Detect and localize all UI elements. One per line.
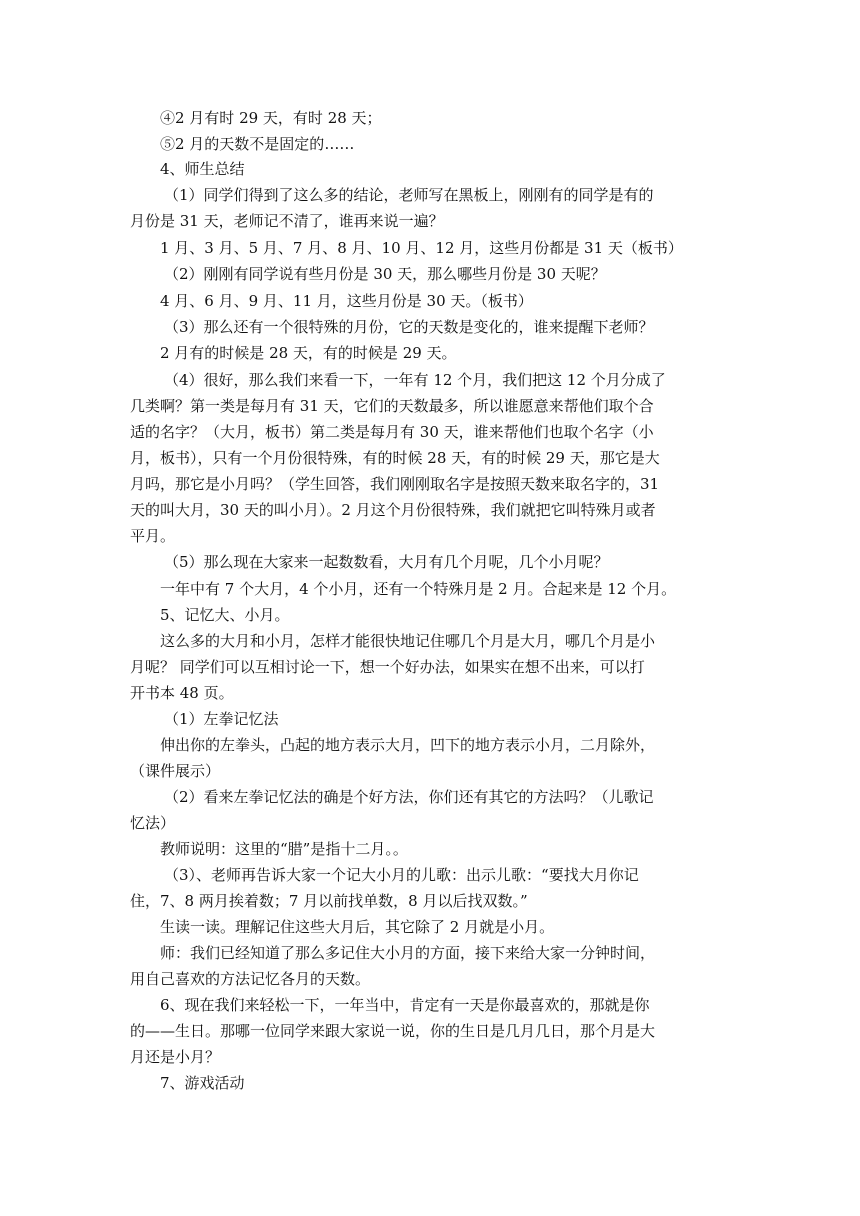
text-line: 天的叫大月，30 天的叫小月）。2 月这个月份很特殊，我们就把它叫特殊月或者 bbox=[130, 501, 656, 519]
text-line: （5）那么现在大家来一起数数看，大月有几个月呢，几个小月呢？ bbox=[164, 553, 609, 571]
text-line: 这么多的大月和小月，怎样才能很快地记住哪几个月是大月，哪几个月是小 bbox=[160, 632, 656, 650]
text-line: 几类啊？第一类是每月有 31 天，它们的天数最多，所以谁愿意来帮他们取个合 bbox=[130, 397, 654, 415]
text-line: （1）左拳记忆法 bbox=[164, 710, 279, 728]
text-line: 1 月、3 月、5 月、7 月、8 月、10 月、12 月，这些月份都是 31 天（板书） bbox=[160, 239, 683, 257]
text-line: （2）刚刚有同学说有些月份是 30 天，那么哪些月份是 30 天呢？ bbox=[164, 265, 606, 283]
text-line: （3）那么还有一个很特殊的月份，它的天数是变化的，谁来提醒下老师？ bbox=[164, 318, 654, 336]
text-line: 忆法） bbox=[130, 814, 176, 832]
text-line: 适的名字？（大月，板书）第二类是每月有 30 天，谁来帮他们也取个名字（小 bbox=[130, 423, 654, 441]
text-line: 平月。 bbox=[130, 527, 176, 545]
text-line: ⑤2 月的天数不是固定的…… bbox=[160, 135, 355, 153]
text-line: （4）很好，那么我们来看一下，一年有 12 个月，我们把这 12 个月分成了 bbox=[164, 371, 666, 389]
text-line: 6、现在我们来轻松一下，一年当中，肯定有一天是你最喜欢的，那就是你 bbox=[160, 996, 650, 1014]
text-line: 月份是 31 天，老师记不清了，谁再来说一遍？ bbox=[130, 212, 444, 230]
text-line: ④2 月有时 29 天，有时 28 天； bbox=[160, 109, 382, 127]
text-line: 4 月、6 月、9 月、11 月，这些月份是 30 天。（板书） bbox=[160, 292, 533, 310]
text-line: 7、游戏活动 bbox=[160, 1074, 245, 1092]
text-line: （3）、老师再告诉大家一个记大小月的儿歌：出示儿歌：“要找大月你记 bbox=[164, 866, 639, 884]
text-line: 月还是小月？ bbox=[130, 1048, 221, 1066]
text-line: （1）同学们得到了这么多的结论，老师写在黑板上，刚刚有的同学是有的 bbox=[164, 186, 654, 204]
text-line: 住，7、8 两月挨着数；7 月以前找单数，8 月以后找双数。” bbox=[130, 892, 528, 910]
text-line: 的——生日。那哪一位同学来跟大家说一说，你的生日是几月几日，那个月是大 bbox=[130, 1022, 656, 1040]
text-line: 用自己喜欢的方法记忆各月的天数。 bbox=[130, 970, 371, 988]
text-line: （课件展示） bbox=[130, 762, 221, 780]
text-line: 师：我们已经知道了那么多记住大小月的方面，接下来给大家一分钟时间， bbox=[160, 944, 656, 962]
text-line: 开书本 48 页。 bbox=[130, 684, 234, 702]
text-line: 4、师生总结 bbox=[160, 160, 245, 178]
text-line: 2 月有的时候是 28 天，有的时候是 29 天。 bbox=[160, 344, 457, 362]
text-line: 伸出你的左拳头，凸起的地方表示大月，凹下的地方表示小月，二月除外， bbox=[160, 736, 656, 754]
text-line: 月呢？ 同学们可以互相讨论一下，想一个好办法，如果实在想不出来，可以打 bbox=[130, 658, 645, 676]
text-line: 生读一读。理解记住这些大月后，其它除了 2 月就是小月。 bbox=[160, 918, 555, 936]
text-line: 教师说明：这里的“腊”是指十二月。。 bbox=[160, 840, 408, 858]
text-line: 月吗，那它是小月吗？（学生回答，我们刚刚取名字是按照天数来取名字的，31 bbox=[130, 475, 660, 493]
text-line: 月，板书），只有一个月份很特殊，有的时候 28 天，有的时候 29 天，那它是大 bbox=[130, 449, 660, 467]
text-line: 一年中有 7 个大月，4 个小月，还有一个特殊月是 2 月。合起来是 12 个月。 bbox=[160, 580, 677, 598]
text-line: （2）看来左拳记忆法的确是个好方法，你们还有其它的方法吗？（儿歌记 bbox=[164, 788, 654, 806]
text-line: 5、记忆大、小月。 bbox=[160, 606, 290, 624]
